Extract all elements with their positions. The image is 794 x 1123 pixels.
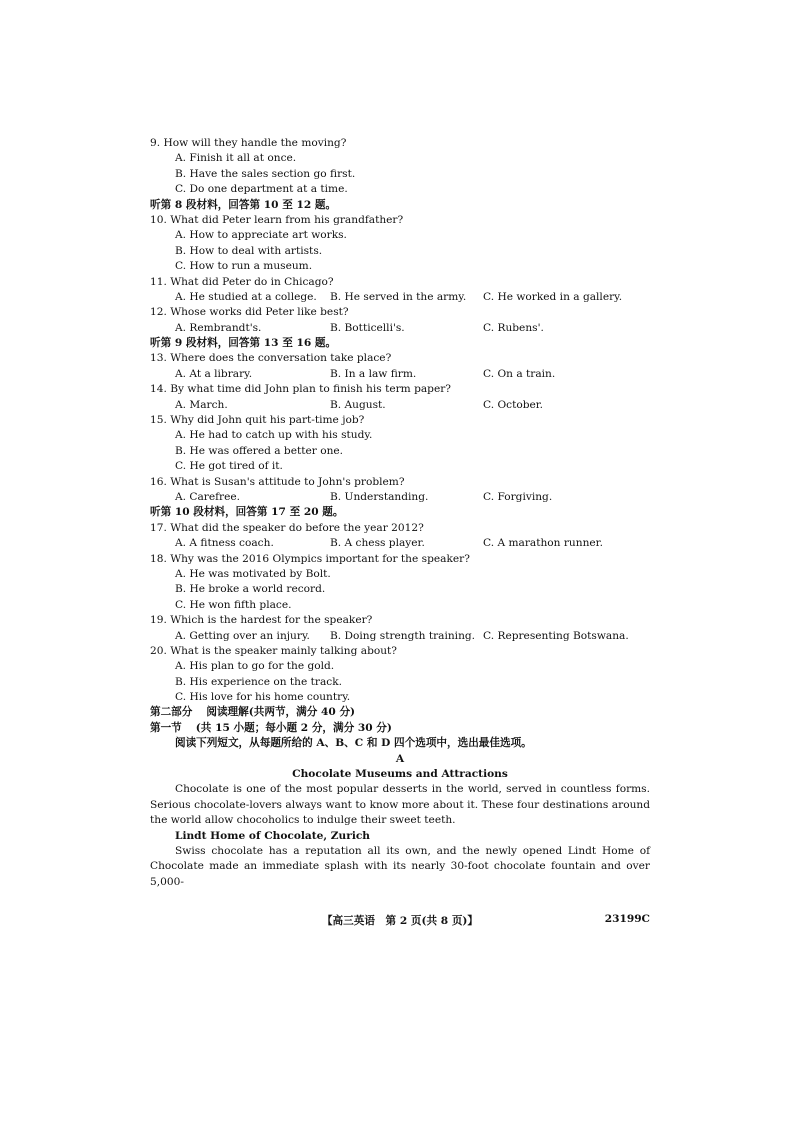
section1-label: 第一节	[150, 721, 182, 734]
option-13a: A. At a library.	[175, 367, 253, 380]
question-11: 11. What did Peter do in Chicago?	[150, 275, 334, 288]
option-14c: C. October.	[483, 398, 544, 411]
option-12c: C. Rubens'.	[483, 321, 544, 334]
question-10: 10. What did Peter learn from his grandfather?	[150, 213, 404, 226]
options-11	[150, 290, 650, 305]
option-10b: B. How to deal with artists.	[175, 244, 323, 257]
option-17a: A. A fitness coach.	[175, 537, 274, 550]
passage-paragraph-2	[150, 844, 650, 890]
option-10c: C. How to run a museum.	[175, 260, 313, 273]
listening-heading-10: 听第 10 段材料，回答第 17 至 20 题。	[150, 506, 344, 519]
option-9b: B. Have the sales section go first.	[175, 167, 356, 180]
option-18a: A. He was motivated by Bolt.	[175, 567, 331, 580]
page-footer	[150, 913, 650, 929]
options-14	[150, 398, 650, 413]
question-13: 13. Where does the conversation take place?	[150, 352, 392, 365]
option-16c: C. Forgiving.	[483, 490, 553, 503]
option-11a: A. He studied at a college.	[175, 290, 317, 303]
listening-heading-8: 听第 8 段材料，回答第 10 至 12 题。	[150, 198, 337, 211]
options-19	[150, 629, 650, 644]
part2-label: 第二部分	[150, 706, 193, 719]
question-16: 16. What is Susan's attitude to John's problem?	[150, 475, 405, 488]
question-19: 19. Which is the hardest for the speaker?	[150, 614, 373, 627]
option-16a: A. Carefree.	[175, 490, 241, 503]
option-9c: C. Do one department at a time.	[175, 183, 348, 196]
option-9a: A. Finish it all at once.	[175, 152, 297, 165]
option-19a: A. Getting over an injury.	[175, 629, 310, 642]
question-12: 12. Whose works did Peter like best?	[150, 306, 349, 319]
reading-instruction: 阅读下列短文，从每题所给的 A、B、C 和 D 四个选项中，选出最佳选项。	[175, 737, 532, 750]
option-15a: A. He had to catch up with his study.	[175, 429, 373, 442]
option-17c: C. A marathon runner.	[483, 537, 603, 550]
options-12	[150, 321, 650, 336]
question-14: 14. By what time did John plan to finish his term paper?	[150, 383, 451, 396]
page-content	[150, 136, 650, 890]
option-13c: C. On a train.	[483, 367, 556, 380]
question-20: 20. What is the speaker mainly talking about?	[150, 644, 397, 657]
footer-page-info: 【高三英语 第 2 页(共 8 页)】	[321, 915, 479, 927]
question-17: 17. What did the speaker do before the year 2012?	[150, 521, 424, 534]
option-19b: B. Doing strength training.	[330, 629, 476, 642]
part2-title: 阅读理解(共两节，满分 40 分)	[206, 706, 356, 719]
question-9: 9. How will they handle the moving?	[150, 137, 347, 149]
option-15b: B. He was offered a better one.	[175, 444, 344, 457]
listening-heading-9: 听第 9 段材料，回答第 13 至 16 题。	[150, 337, 337, 350]
part2-heading	[150, 705, 650, 720]
option-19c: C. Representing Botswana.	[483, 629, 629, 642]
question-18: 18. Why was the 2016 Olympics important for the speaker?	[150, 552, 470, 565]
options-13	[150, 367, 650, 382]
option-11c: C. He worked in a gallery.	[483, 290, 623, 303]
option-13b: B. In a law firm.	[330, 367, 417, 380]
section1-title: (共 15 小题；每小题 2 分，满分 30 分)	[195, 721, 392, 734]
options-17	[150, 536, 650, 551]
option-14a: A. March.	[175, 398, 228, 411]
section1-heading	[150, 721, 650, 736]
passage-paragraph-2-text: Swiss chocolate has a reputation all its own, and the newly opened Lindt Home of Chocolate made an immediate splash with its nearly 30-foot chocolate fountain and over 5,000-	[150, 845, 650, 888]
passage-letter: A	[395, 752, 405, 765]
option-20b: B. His experience on the track.	[175, 675, 343, 688]
option-17b: B. A chess player.	[330, 537, 425, 550]
option-20c: C. His love for his home country.	[175, 691, 351, 704]
option-15c: C. He got tired of it.	[175, 460, 283, 473]
footer-code: 23199C	[604, 913, 650, 925]
passage-paragraph-1	[150, 782, 650, 828]
passage-paragraph-1-text: Chocolate is one of the most popular desserts in the world, served in countless forms. Serious chocolate-lovers always want to know more about it. These four destinations around the world allow chocoholics to indulge their sweet teeth.	[150, 783, 650, 827]
option-10a: A. How to appreciate art works.	[175, 229, 347, 242]
options-16	[150, 490, 650, 505]
option-16b: B. Understanding.	[330, 490, 429, 503]
question-15: 15. Why did John quit his part-time job?	[150, 414, 365, 427]
option-20a: A. His plan to go for the gold.	[175, 660, 335, 673]
passage-subheading: Lindt Home of Chocolate, Zurich	[175, 829, 370, 842]
option-12b: B. Botticelli's.	[330, 321, 405, 334]
option-18c: C. He won fifth place.	[175, 598, 292, 611]
option-11b: B. He served in the army.	[330, 290, 467, 303]
option-12a: A. Rembrandt's.	[175, 321, 262, 334]
option-18b: B. He broke a world record.	[175, 583, 326, 596]
option-14b: B. August.	[330, 398, 386, 411]
passage-title: Chocolate Museums and Attractions	[292, 768, 508, 781]
